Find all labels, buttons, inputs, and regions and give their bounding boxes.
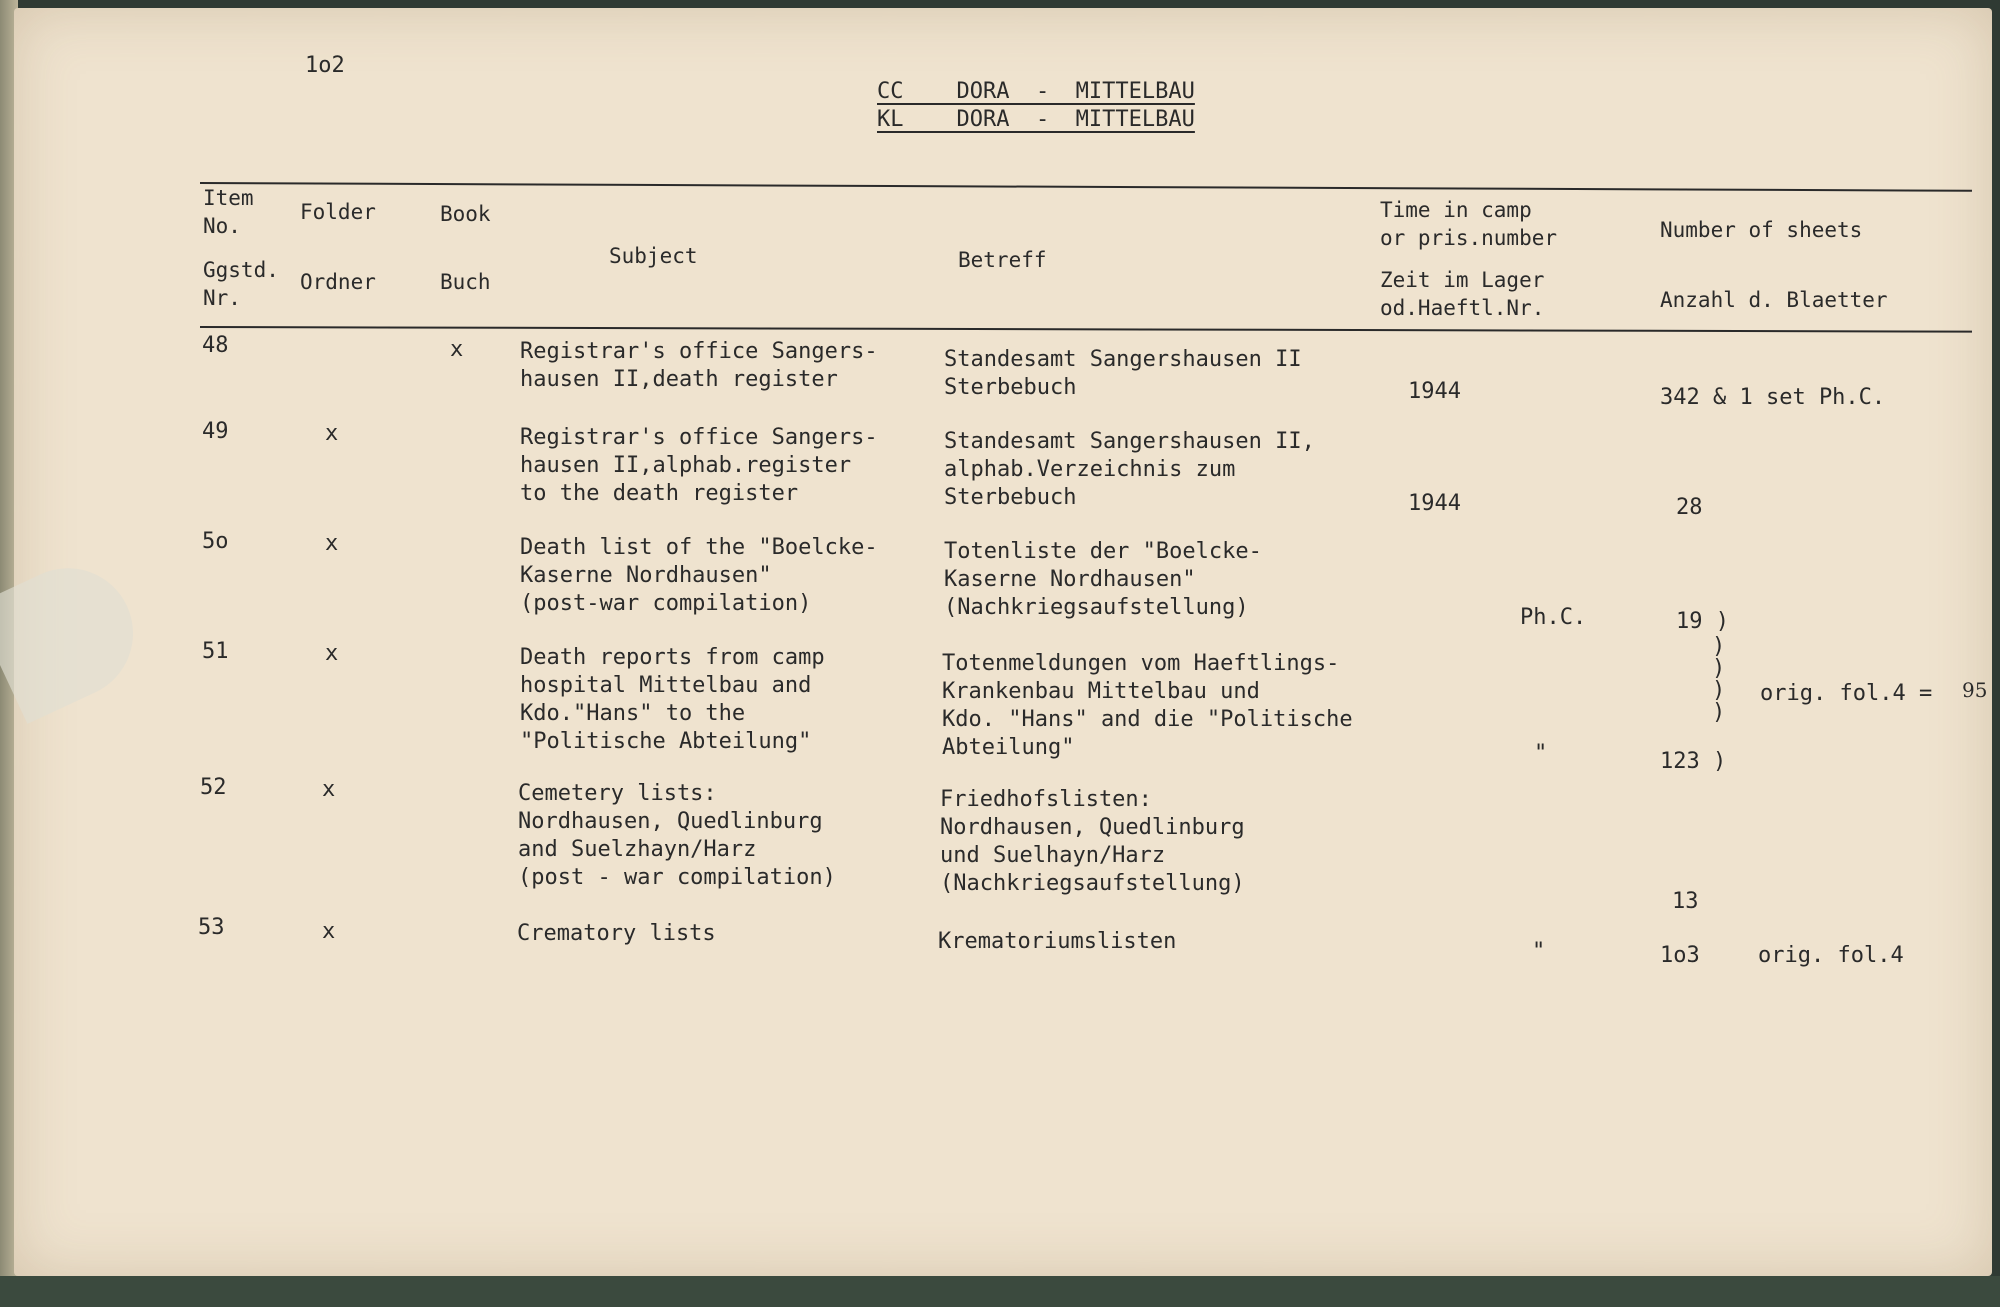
header-betreff: Betreff	[958, 248, 1047, 272]
row-51-no: 51	[202, 639, 229, 664]
title-line-1: CC DORA - MITTELBAU	[877, 79, 1195, 104]
bracket-note: orig. fol.4 =	[1760, 681, 1933, 706]
row-50-betreff: Totenliste der "Boelcke- Kaserne Nordhausen" (Nachkriegsaufstellung)	[944, 539, 1262, 620]
page-number: 1o2	[305, 53, 345, 78]
header-book-de: Buch	[440, 270, 491, 294]
header-item-no: Item No.	[203, 186, 254, 238]
row-48-subject: Registrar's office Sangers- hausen II,death register	[520, 339, 878, 392]
bracket-marks: ) ) ) )	[1712, 634, 1726, 725]
row-51-sheets: 123 )	[1660, 749, 1727, 774]
row-50-folder: x	[325, 531, 339, 556]
row-50-no: 5o	[202, 529, 229, 554]
row-49-subject: Registrar's office Sangers- hausen II,alphab.register to the death register	[520, 425, 878, 506]
row-48-sheets: 342 & 1 set Ph.C.	[1660, 385, 1886, 410]
row-51-subject: Death reports from camp hospital Mittelbau and Kdo."Hans" to the "Politische Abteilung"	[520, 645, 825, 754]
header-folder-de: Ordner	[300, 270, 376, 294]
header-sheets-de: Anzahl d. Blaetter	[1660, 288, 1888, 312]
row-48-betreff: Standesamt Sangershausen II Sterbebuch	[944, 347, 1302, 400]
row-49-folder: x	[325, 421, 339, 446]
row-52-folder: x	[322, 777, 336, 802]
row-48-book: x	[450, 337, 464, 362]
row-49-time: 1944	[1408, 491, 1461, 516]
row-53-time: "	[1532, 939, 1546, 964]
row-53-note: orig. fol.4	[1758, 943, 1904, 968]
row-50-time: Ph.C.	[1520, 605, 1587, 630]
row-48-time: 1944	[1408, 379, 1461, 404]
row-50-subject: Death list of the "Boelcke- Kaserne Nordhausen" (post-war compilation)	[520, 535, 878, 616]
row-51-time: "	[1534, 741, 1548, 766]
row-51-folder: x	[325, 641, 339, 666]
row-50-sheets: 19 )	[1676, 609, 1729, 634]
handwritten-note: 95	[1962, 678, 1988, 702]
row-49-sheets: 28	[1676, 495, 1703, 520]
header-time-de: Zeit im Lager od.Haeftl.Nr.	[1380, 268, 1545, 320]
scan-background	[0, 1276, 2000, 1307]
row-53-folder: x	[322, 919, 336, 944]
row-49-betreff: Standesamt Sangershausen II, alphab.Verzeichnis zum Sterbebuch	[944, 429, 1315, 510]
row-53-betreff: Krematoriumslisten	[938, 929, 1177, 954]
row-52-sheets: 13	[1672, 889, 1699, 914]
header-subject: Subject	[609, 244, 698, 268]
row-53-subject: Crematory lists	[517, 921, 716, 946]
row-52-no: 52	[200, 775, 227, 800]
header-sheets: Number of sheets	[1660, 218, 1863, 242]
row-49-no: 49	[202, 419, 229, 444]
header-item-no-de: Ggstd. Nr.	[203, 258, 279, 310]
header-folder: Folder	[300, 200, 376, 224]
header-time: Time in camp or pris.number	[1380, 198, 1558, 250]
row-53-no: 53	[198, 915, 225, 940]
row-53-sheets: 1o3	[1660, 943, 1700, 968]
title-line-2: KL DORA - MITTELBAU	[877, 107, 1195, 132]
row-52-betreff: Friedhofslisten: Nordhausen, Quedlinburg und Suelhayn/Harz (Nachkriegsaufstellung)	[940, 787, 1245, 896]
row-48-no: 48	[202, 333, 229, 358]
row-51-betreff: Totenmeldungen vom Haeftlings- Krankenbau Mittelbau und Kdo. "Hans" and die "Politische Abteilung"	[942, 651, 1353, 760]
header-book: Book	[440, 202, 491, 226]
row-52-subject: Cemetery lists: Nordhausen, Quedlinburg and Suelzhayn/Harz (post - war compilation)	[518, 781, 836, 890]
